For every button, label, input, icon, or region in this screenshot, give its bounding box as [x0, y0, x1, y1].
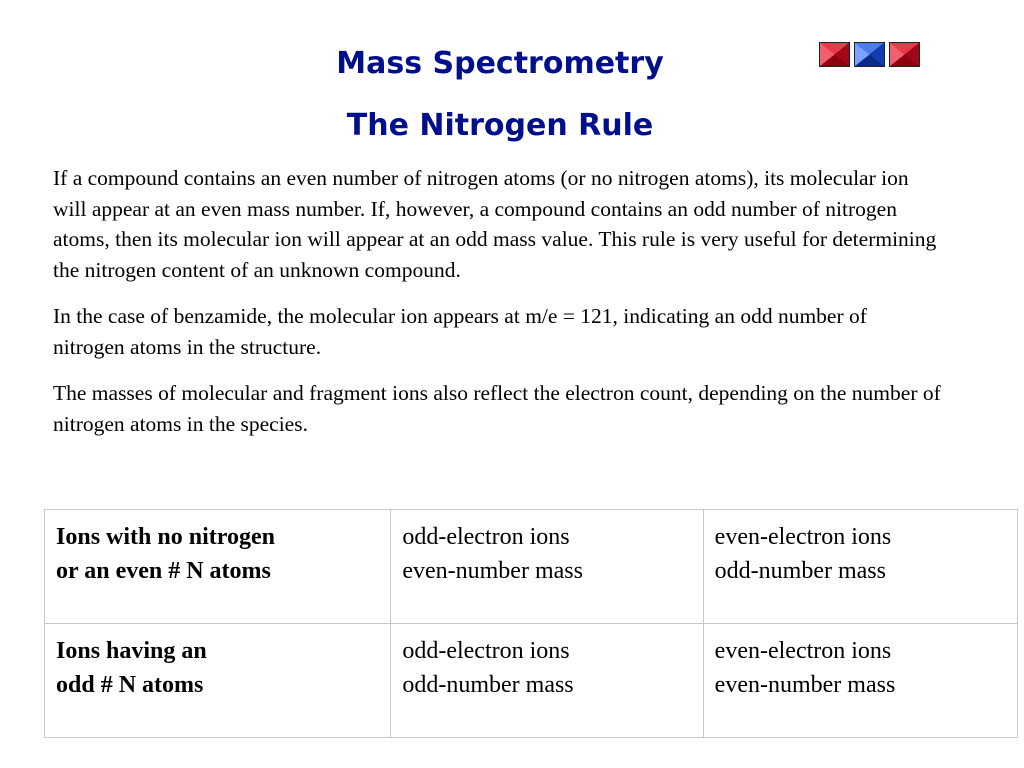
table-cell	[703, 624, 1017, 738]
paragraph-nitrogen-rule: If a compound contains an even number of nitrogen atoms (or no nitrogen atoms), its molecular ion will appear at an even mass number. If, however, a compound contains an odd number of nitrogen atoms, then its molecular ion will appear at an odd mass value. This rule is very useful for determining the nitrogen content of an unknown compound.	[53, 166, 937, 282]
slide-navigation	[819, 42, 920, 67]
cell-line: even-electron ions	[714, 638, 892, 664]
paragraph-electron-count: The masses of molecular and fragment ions also reflect the electron count, depending on the number of nitrogen atoms in the species.	[53, 381, 941, 436]
cell-line: odd-number mass	[402, 672, 574, 698]
table-row	[45, 624, 1018, 738]
row-label-cell	[45, 510, 391, 624]
nav-home-button[interactable]	[854, 42, 885, 67]
nav-back-button[interactable]	[819, 42, 850, 67]
cell-line: even-number mass	[402, 558, 583, 584]
page-title: Mass Spectrometry	[336, 46, 664, 81]
page-subtitle: The Nitrogen Rule	[346, 108, 654, 143]
paragraph-benzamide: In the case of benzamide, the molecular ion appears at m/e = 121, indicating an odd number of nitrogen atoms in the structure.	[53, 304, 867, 359]
nav-forward-button[interactable]	[889, 42, 920, 67]
cell-line: even-electron ions	[714, 524, 892, 550]
row-label-line: or an even # N atoms	[56, 558, 271, 584]
row-label-line: Ions having an	[56, 638, 207, 664]
blue-nav-square-icon	[855, 43, 884, 66]
nitrogen-rule-table	[44, 509, 1018, 738]
row-label-line: odd # N atoms	[56, 672, 204, 698]
cell-line: odd-number mass	[714, 558, 886, 584]
table-cell	[703, 510, 1017, 624]
table-cell	[391, 510, 703, 624]
red-nav-square-icon	[820, 43, 849, 66]
cell-line: odd-electron ions	[402, 524, 570, 550]
row-label-cell	[45, 624, 391, 738]
cell-line: odd-electron ions	[402, 638, 570, 664]
body-text	[53, 163, 943, 455]
cell-line: even-number mass	[714, 672, 896, 698]
table-row	[45, 510, 1018, 624]
red-nav-square-icon	[890, 43, 919, 66]
row-label-line: Ions with no nitrogen	[56, 524, 275, 550]
table-cell	[391, 624, 703, 738]
